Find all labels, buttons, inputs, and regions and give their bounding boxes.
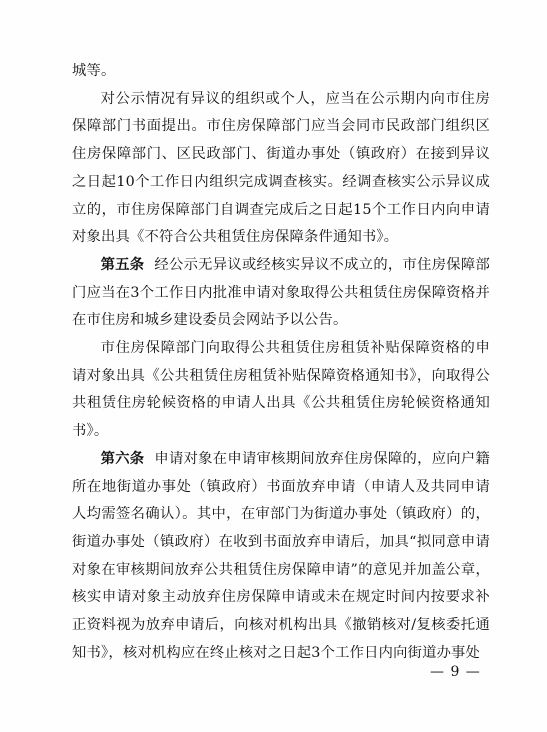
- page-body: [72, 58, 490, 667]
- article-5: [72, 252, 490, 335]
- article-6: [72, 446, 490, 668]
- paragraph-text: 市住房保障部门向取得公共租赁住房租赁补贴保障资格的申请对象出具《公共租赁住房租赁补贴保障资格通知书》，向取得公共租赁住房轮候资格的申请人出具《公共租赁住房轮候资格通知书》。: [72, 340, 490, 440]
- paragraph-objection-procedure: [72, 86, 490, 252]
- article-number: 第六条: [100, 450, 145, 467]
- paragraph-notice-issuance: [72, 335, 490, 446]
- paragraph-text: 对公示情况有异议的组织或个人，应当在公示期内向市住房保障部门书面提出。市住房保障部门应当会同市民政部门组织区住房保障部门、区民政部门、街道办事处（镇政府）在接到异议之日起10个工作日内组织完成调查核实。经调查核实公示异议成立的，市住房保障部门自调查完成后之日起15个工作日内向申请对象出具《不符合公共租赁住房保障条件通知书》。: [72, 90, 490, 246]
- paragraph-text: 经公示无异议或经核实异议不成立的，市住房保障部门应当在3个工作日内批准申请对象取得公共租赁住房保障资格并在市住房和城乡建设委员会网站予以公告。: [72, 256, 490, 329]
- page-number: — 9 —: [430, 664, 481, 680]
- paragraph-text: 城等。: [72, 63, 116, 79]
- paragraph-text: 申请对象在申请审核期间放弃住房保障的，应向户籍所在地街道办事处（镇政府）书面放弃申请（申请人及共同申请人均需签名确认）。其中，在审部门为街道办事处（镇政府）的，街道办事处（镇政府）在收到书面放弃申请后，加具“拟同意申请对象在审核期间放弃公共租赁住房保障申请”的意见并加盖公章，核实申请对象主动放弃住房保障申请或未在规定时间内按要求补正资料视为放弃申请后，向核对机构出具《撤销核对/复核委托通知书》，核对机构应在终止核对之日起3个工作日内向街道办事处: [72, 450, 490, 661]
- article-number: 第五条: [100, 256, 145, 273]
- paragraph-continuation: [72, 58, 490, 86]
